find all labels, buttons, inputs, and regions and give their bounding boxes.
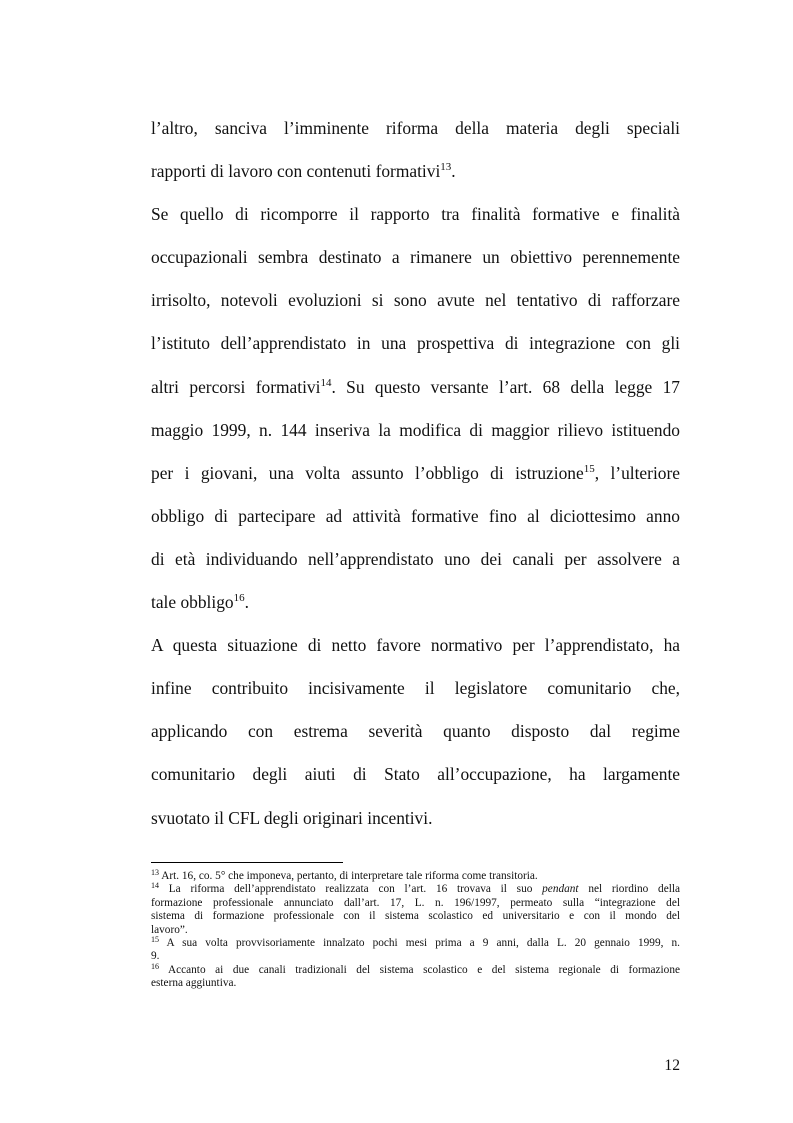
line-text: maggio 1999, n. 144 inseriva la modifica di maggior rilievo istituendo	[151, 419, 680, 440]
footnote-line	[151, 934, 680, 950]
line-text: per i giovani, una volta assunto l’obbligo di istruzione	[151, 462, 584, 483]
line-text: Se quello di ricomporre il rapporto tra finalità formative e finalità	[151, 204, 680, 225]
line-text: A questa situazione di netto favore normativo per l’apprendistato, ha	[151, 635, 680, 656]
text-line	[151, 710, 680, 753]
footnote-line	[151, 950, 680, 963]
footnote-number: 13	[151, 868, 159, 877]
line-text: esterna aggiuntiva.	[151, 977, 237, 990]
line-text: A sua volta provvisoriamente innalzato pochi mesi prima a 9 anni, dalla L. 20 gennaio 1999, n.	[166, 936, 680, 949]
line-text: 9.	[151, 950, 160, 963]
line-text: comunitario degli aiuti di Stato all’occupazione, ha largamente	[151, 764, 680, 785]
text-line	[151, 667, 680, 710]
text-line	[151, 322, 680, 365]
text-line	[151, 150, 680, 193]
line-text: di età individuando nell’apprendistato uno dei canali per assolvere a	[151, 548, 680, 569]
text-line	[151, 753, 680, 796]
footnotes	[151, 870, 680, 991]
footnote-ref: 16	[233, 592, 245, 605]
line-text: infine contribuito incisivamente il legislatore comunitario che,	[151, 678, 680, 699]
text-line	[151, 452, 680, 495]
text-line	[151, 409, 680, 452]
line-text-after: .	[244, 592, 249, 613]
line-text: Art. 16, co. 5° che imponeva, pertanto, di interpretare tale riforma come transitoria.	[161, 870, 538, 882]
line-text-after: , l’ulteriore	[594, 462, 680, 483]
text-line	[151, 581, 680, 624]
text-line	[151, 236, 680, 279]
line-text: l’istituto dell’apprendistato in una prospettiva di integrazione con gli	[151, 333, 680, 354]
footnote-separator	[151, 862, 343, 863]
line-text: sistema di formazione professionale con il sistema scolastico ed universitario e con il mondo del	[151, 910, 680, 923]
footnote-ref: 15	[583, 462, 595, 475]
italic-term: pendant	[542, 883, 579, 896]
line-text-after: . Su questo versante l’art. 68 della legge 17	[331, 376, 680, 397]
line-text: rapporti di lavoro con contenuti formativi	[151, 161, 441, 182]
text-line	[151, 538, 680, 581]
line-text: formazione professionale annunciato dall’art. 17, L. n. 196/1997, permeato sulla “integrazione del	[151, 896, 680, 909]
line-text: irrisolto, notevoli evoluzioni si sono avute nel tentativo di rafforzare	[151, 290, 680, 311]
footnote-line	[151, 870, 680, 883]
line-text: lavoro”.	[151, 923, 188, 936]
text-line	[151, 193, 680, 236]
footnote-line	[151, 910, 680, 923]
footnote-line	[151, 883, 680, 896]
footnote-ref: 14	[320, 376, 332, 389]
line-text: tale obbligo	[151, 592, 234, 613]
footnote-number: 15	[151, 934, 159, 944]
line-text: La riforma dell’apprendistato realizzata con l’art. 16 trovava il suo	[168, 883, 543, 896]
line-text: altri percorsi formativi	[151, 376, 321, 397]
text-line	[151, 366, 680, 409]
footnote-line	[151, 924, 680, 937]
line-text-after: nel riordino della	[578, 883, 681, 896]
text-line	[151, 279, 680, 322]
footnote-ref: 13	[440, 161, 452, 174]
footnote-line	[151, 961, 680, 977]
page-number: 12	[664, 1057, 680, 1074]
line-text: Accanto ai due canali tradizionali del sistema scolastico e del sistema regionale di formazione	[167, 963, 680, 976]
line-text: l’altro, sanciva l’imminente riforma della materia degli speciali	[151, 118, 680, 138]
line-text: occupazionali sembra destinato a rimanere un obiettivo perennemente	[151, 247, 680, 268]
footnote-number: 16	[151, 961, 159, 971]
text-line	[151, 797, 680, 840]
text-line	[151, 624, 680, 667]
text-line	[151, 107, 680, 150]
text-line	[151, 495, 680, 538]
footnote-number: 14	[151, 881, 159, 891]
footnote-line	[151, 977, 680, 990]
line-text: applicando con estrema severità quanto disposto dal regime	[151, 721, 680, 742]
footnote-line	[151, 897, 680, 910]
line-text-after: .	[451, 161, 456, 182]
body-text	[151, 107, 680, 840]
line-text: obbligo di partecipare ad attività formative fino al diciottesimo anno	[151, 505, 680, 526]
line-text: svuotato il CFL degli originari incentivi.	[151, 807, 433, 828]
